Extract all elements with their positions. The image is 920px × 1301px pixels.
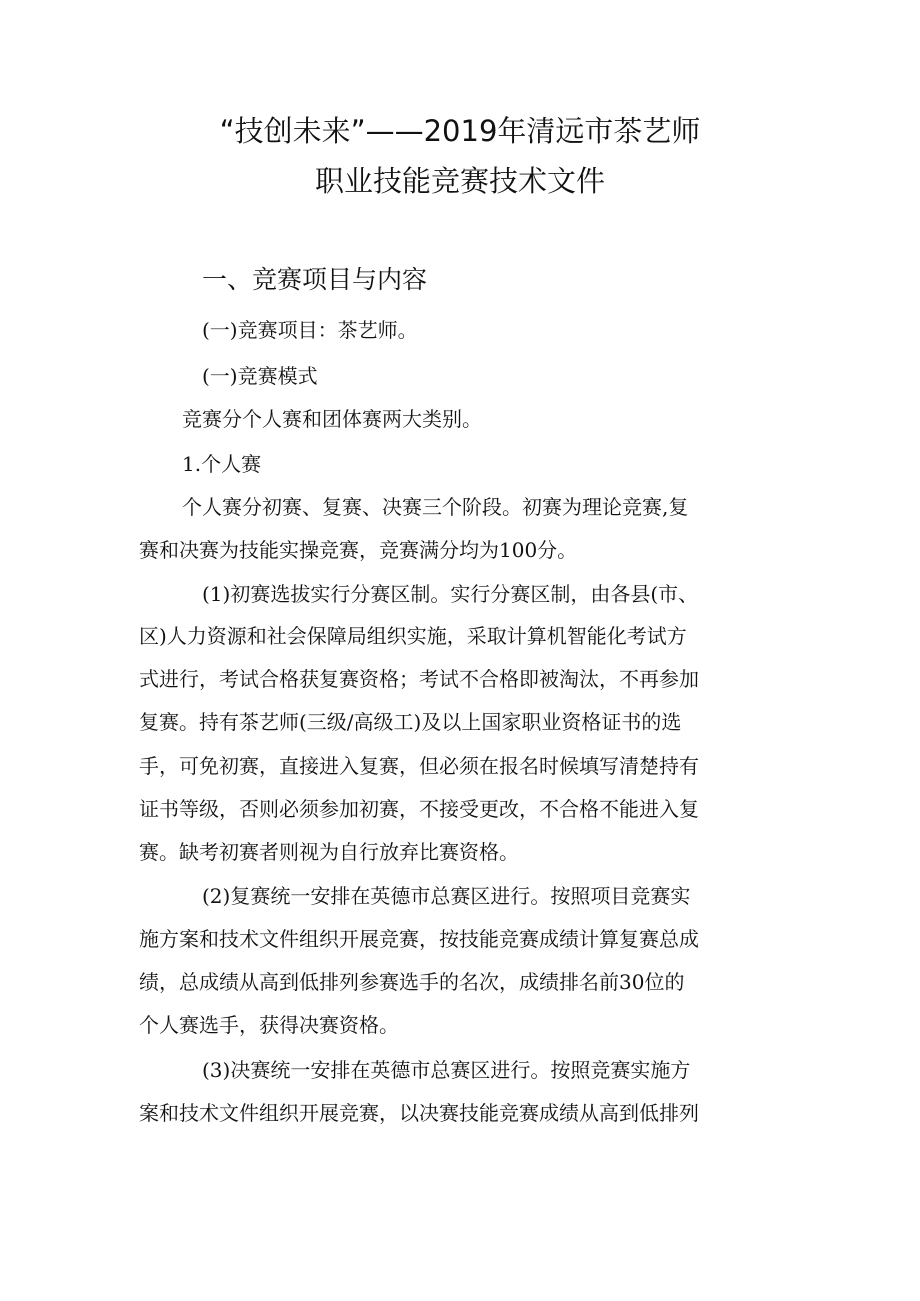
paragraph-line: 式进行，考试合格获复赛资格；考试不合格即被淘汰，不再参加 [139,667,699,691]
paragraph-line: 个人赛选手，获得决赛资格。 [139,1013,399,1037]
paragraph-line: 证书等级，否则必须参加初赛，不接受更改，不合格不能进入复 [139,797,699,821]
paragraph-line: 复赛。持有茶艺师(三级/高级工)及以上国家职业资格证书的选 [139,710,682,734]
document-title-line-1: “技创未来”——2019年清远市茶艺师 [219,114,701,148]
paragraph-line: 赛。缺考初赛者则视为自行放弃比赛资格。 [139,840,519,864]
item-competition-project: (一)竞赛项目：茶艺师。 [202,318,418,342]
section-heading: 一、竞赛项目与内容 [202,265,428,294]
paragraph-line: (1)初赛选拔实行分赛区制。实行分赛区制，由各县(市、 [202,582,699,606]
paragraph-line: 案和技术文件组织开展竞赛，以决赛技能竞赛成绩从高到低排列 [139,1101,699,1125]
paragraph-line: (2)复赛统一安排在英德市总赛区进行。按照项目竞赛实 [202,884,691,908]
paragraph-line: 区)人力资源和社会保障局组织实施，采取计算机智能化考试方 [139,624,687,648]
paragraph-line: 手，可免初赛，直接进入复赛，但必须在报名时候填写清楚持有 [139,754,699,778]
item-competition-mode: (一)竞赛模式 [202,364,318,388]
paragraph-line: 赛和决赛为技能实操竞赛，竞赛满分均为100分。 [139,538,578,562]
document-title-line-2: 职业技能竞赛技术文件 [314,164,605,198]
paragraph-line: (3)决赛统一安排在英德市总赛区进行。按照竞赛实施方 [202,1058,691,1082]
subheading-individual: 1.个人赛 [182,452,262,476]
mode-description: 竞赛分个人赛和团体赛两大类别。 [182,407,482,431]
paragraph-line: 施方案和技术文件组织开展竞赛，按技能竞赛成绩计算复赛总成 [139,927,699,951]
paragraph-line: 个人赛分初赛、复赛、决赛三个阶段。初赛为理论竞赛,复 [182,495,689,519]
paragraph-line: 绩，总成绩从高到低排列参赛选手的名次，成绩排名前30位的 [139,970,685,994]
